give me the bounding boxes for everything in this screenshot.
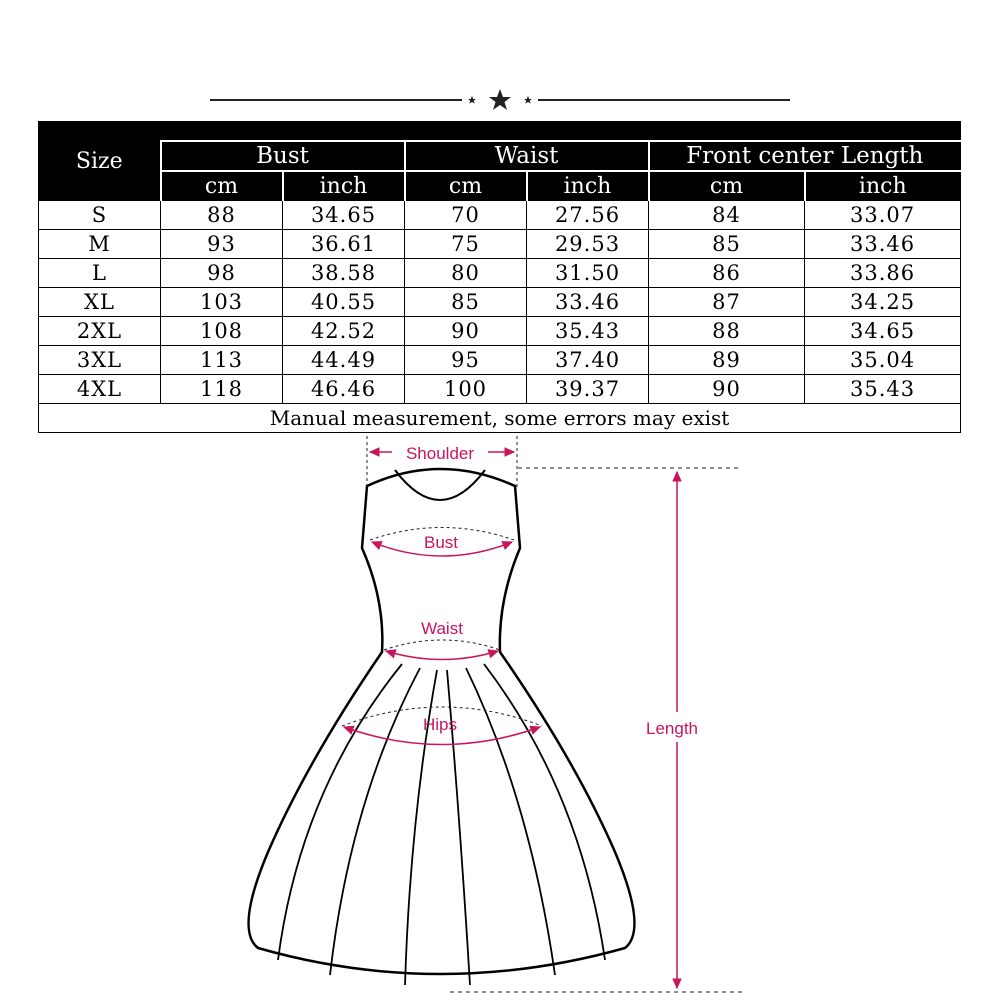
value-cell: 89 bbox=[649, 346, 805, 375]
value-cell: 103 bbox=[161, 288, 283, 317]
value-cell: 113 bbox=[161, 346, 283, 375]
skirt-pleats bbox=[278, 664, 605, 985]
value-cell: 93 bbox=[161, 230, 283, 259]
star-divider bbox=[210, 88, 790, 112]
value-cell: 33.86 bbox=[805, 259, 961, 288]
value-cell: 42.52 bbox=[283, 317, 405, 346]
table-row bbox=[39, 375, 961, 404]
value-cell: 88 bbox=[649, 317, 805, 346]
value-cell: 27.56 bbox=[527, 201, 649, 230]
size-cell: 2XL bbox=[39, 317, 161, 346]
bust-label: Bust bbox=[423, 533, 459, 552]
table-row bbox=[39, 317, 961, 346]
size-cell: XL bbox=[39, 288, 161, 317]
value-cell: 108 bbox=[161, 317, 283, 346]
value-cell: 33.46 bbox=[805, 230, 961, 259]
value-cell: 88 bbox=[161, 201, 283, 230]
value-cell: 95 bbox=[405, 346, 527, 375]
value-cell: 34.65 bbox=[283, 201, 405, 230]
table-row bbox=[39, 288, 961, 317]
length-label: Length bbox=[646, 719, 698, 738]
value-cell: 35.43 bbox=[527, 317, 649, 346]
value-cell: 44.49 bbox=[283, 346, 405, 375]
value-cell: 33.46 bbox=[527, 288, 649, 317]
value-cell: 37.40 bbox=[527, 346, 649, 375]
value-cell: 86 bbox=[649, 259, 805, 288]
shoulder-label: Shoulder bbox=[405, 444, 475, 463]
value-cell: 38.58 bbox=[283, 259, 405, 288]
value-cell: 70 bbox=[405, 201, 527, 230]
size-cell: S bbox=[39, 201, 161, 230]
value-cell: 31.50 bbox=[527, 259, 649, 288]
front-center-length-header: Front center Length bbox=[649, 141, 961, 171]
value-cell: 98 bbox=[161, 259, 283, 288]
unit-header: cm bbox=[649, 171, 805, 201]
value-cell: 90 bbox=[405, 317, 527, 346]
value-cell: 34.25 bbox=[805, 288, 961, 317]
unit-header: cm bbox=[161, 171, 283, 201]
value-cell: 118 bbox=[161, 375, 283, 404]
value-cell: 34.65 bbox=[805, 317, 961, 346]
waist-header: Waist bbox=[405, 141, 649, 171]
value-cell: 87 bbox=[649, 288, 805, 317]
unit-header: inch bbox=[283, 171, 405, 201]
table-row bbox=[39, 230, 961, 259]
value-cell: 100 bbox=[405, 375, 527, 404]
size-cell: 4XL bbox=[39, 375, 161, 404]
measurement-note: Manual measurement, some errors may exist bbox=[39, 404, 961, 433]
value-cell: 35.43 bbox=[805, 375, 961, 404]
size-chart-table bbox=[38, 121, 961, 433]
value-cell: 33.07 bbox=[805, 201, 961, 230]
unit-header: inch bbox=[805, 171, 961, 201]
waist-arrow bbox=[386, 651, 498, 660]
table-row bbox=[39, 259, 961, 288]
size-cell: 3XL bbox=[39, 346, 161, 375]
small-star-icon bbox=[524, 96, 532, 104]
value-cell: 39.37 bbox=[527, 375, 649, 404]
table-row bbox=[39, 201, 961, 230]
table-row bbox=[39, 346, 961, 375]
dress-measurement-diagram bbox=[0, 430, 1000, 1000]
value-cell: 75 bbox=[405, 230, 527, 259]
unit-header: inch bbox=[527, 171, 649, 201]
value-cell: 90 bbox=[649, 375, 805, 404]
value-cell: 80 bbox=[405, 259, 527, 288]
bust-header: Bust bbox=[161, 141, 405, 171]
size-rows bbox=[39, 201, 961, 404]
unit-header: cm bbox=[405, 171, 527, 201]
size-cell: M bbox=[39, 230, 161, 259]
value-cell: 36.61 bbox=[283, 230, 405, 259]
value-cell: 46.46 bbox=[283, 375, 405, 404]
hips-label: Hips bbox=[422, 715, 458, 734]
value-cell: 85 bbox=[405, 288, 527, 317]
size-header: Size bbox=[39, 122, 161, 201]
waist-measure-back bbox=[384, 640, 500, 650]
value-cell: 29.53 bbox=[527, 230, 649, 259]
size-cell: L bbox=[39, 259, 161, 288]
value-cell: 40.55 bbox=[283, 288, 405, 317]
value-cell: 35.04 bbox=[805, 346, 961, 375]
waist-label: Waist bbox=[421, 619, 463, 638]
star-icon bbox=[489, 89, 511, 110]
small-star-icon bbox=[468, 96, 476, 104]
value-cell: 85 bbox=[649, 230, 805, 259]
value-cell: 84 bbox=[649, 201, 805, 230]
header-top-band bbox=[161, 122, 961, 142]
